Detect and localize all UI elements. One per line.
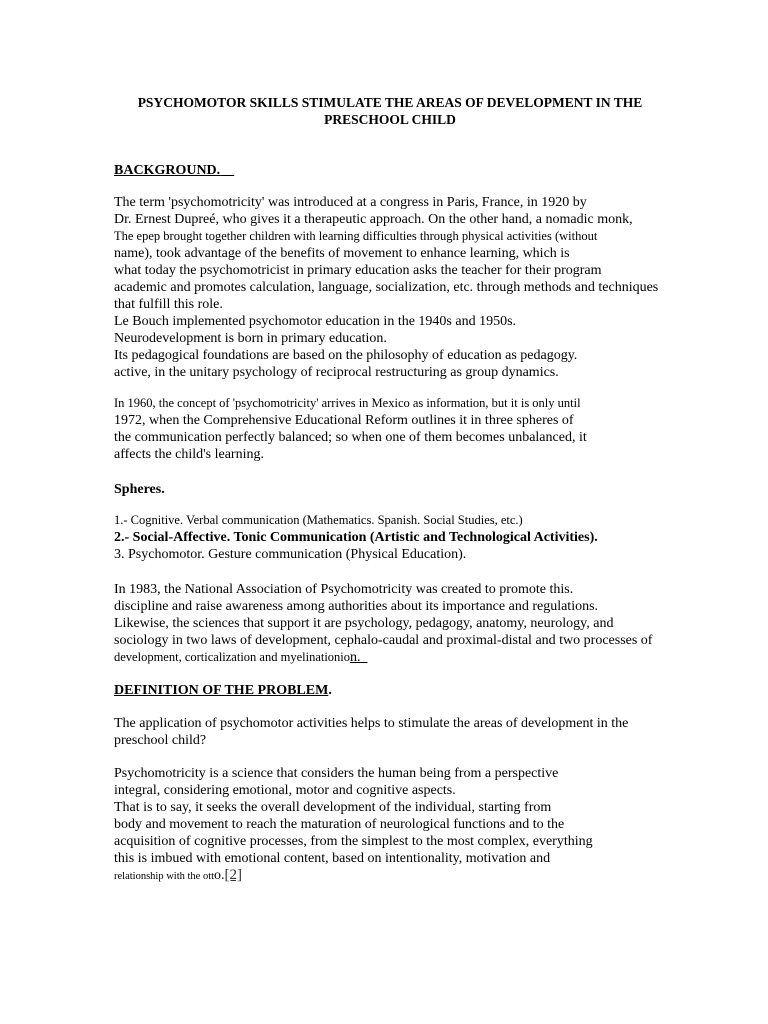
footnote-reference-link[interactable]: [2] [224, 867, 243, 883]
text-line: discipline and raise awareness among authorities about its importance and regulations. [114, 599, 599, 614]
text-line: acquisition of cognitive processes, from the simplest to the most complex, everything [114, 834, 593, 849]
text-line: the communication perfectly balanced; so when one of them becomes unbalanced, it [114, 430, 587, 445]
text-line: relationship with the otto.[2] [114, 867, 243, 883]
text-line: body and movement to reach the maturation of neurological functions and to the [114, 817, 565, 832]
background-paragraph-1 [114, 194, 658, 381]
text-line: academic and promotes calculation, language, socialization, etc. through methods and techniques [114, 280, 659, 295]
text-line: this is imbued with emotional content, based on intentionality, motivation and [114, 851, 551, 866]
background-heading: BACKGROUND. [114, 163, 221, 178]
spheres-list [114, 512, 598, 563]
list-item: 2.- Social-Affective. Tonic Communication (Artistic and Technological Activities). [114, 530, 598, 545]
text-line: name), took advantage of the benefits of movement to enhance learning, which is [114, 246, 570, 261]
text-line: Dr. Ernest Dupreé, who gives it a therapeutic approach. On the other hand, a nomadic monk, [114, 212, 633, 227]
text-line: The term 'psychomotricity' was introduced at a congress in Paris, France, in 1920 by [114, 195, 587, 210]
text-line: Psychomotricity is a science that considers the human being from a perspective [114, 766, 559, 781]
text-line: Neurodevelopment is born in primary education. [114, 331, 387, 346]
list-item: 1.- Cognitive. Verbal communication (Mathematics. Spanish. Social Studies, etc.) [114, 513, 523, 527]
text-line: The epep brought together children with learning difficulties through physical activities (without [114, 229, 598, 243]
text-line: Its pedagogical foundations are based on the philosophy of education as pedagogy. [114, 348, 578, 363]
question-paragraph [114, 715, 628, 749]
text-line: Le Bouch implemented psychomotor education in the 1940s and 1950s. [114, 314, 517, 329]
text-line: development, corticalization and myelinationion. [114, 650, 361, 665]
text-line: affects the child's learning. [114, 447, 264, 462]
text-line: sociology in two laws of development, cephalo-caudal and proximal-distal and two processes of [114, 633, 653, 648]
text-line: integral, considering emotional, motor and cognitive aspects. [114, 783, 456, 798]
text-line: In 1960, the concept of 'psychomotricity' arrives in Mexico as information, but it is only until [114, 396, 581, 410]
text-line: active, in the unitary psychology of reciprocal restructuring as group dynamics. [114, 365, 559, 380]
text-line: 1972, when the Comprehensive Educational Reform outlines it in three spheres of [114, 413, 574, 428]
document-title [100, 94, 680, 128]
title-line: PRESCHOOL CHILD [324, 112, 456, 127]
list-item: 3. Psychomotor. Gesture communication (Physical Education). [114, 547, 467, 562]
background-paragraph-2 [114, 395, 587, 463]
text-line: The application of psychomotor activities helps to stimulate the areas of development in the [114, 716, 629, 731]
paragraph-4 [114, 765, 593, 884]
paragraph-3 [114, 581, 652, 666]
text-line: that fulfill this role. [114, 297, 223, 312]
definition-heading: DEFINITION OF THE PROBLEM. [114, 683, 332, 698]
text-line: preschool child? [114, 733, 207, 748]
title-line: PSYCHOMOTOR SKILLS STIMULATE THE AREAS OF DEVELOPMENT IN THE [137, 95, 643, 110]
spheres-heading: Spheres. [114, 482, 165, 497]
text-line: That is to say, it seeks the overall development of the individual, starting from [114, 800, 552, 815]
text-line: Likewise, the sciences that support it are psychology, pedagogy, anatomy, neurology, and [114, 616, 614, 631]
text-line: what today the psychomotricist in primary education asks the teacher for their program [114, 263, 602, 278]
text-line: In 1983, the National Association of Psychomotricity was created to promote this. [114, 582, 574, 597]
